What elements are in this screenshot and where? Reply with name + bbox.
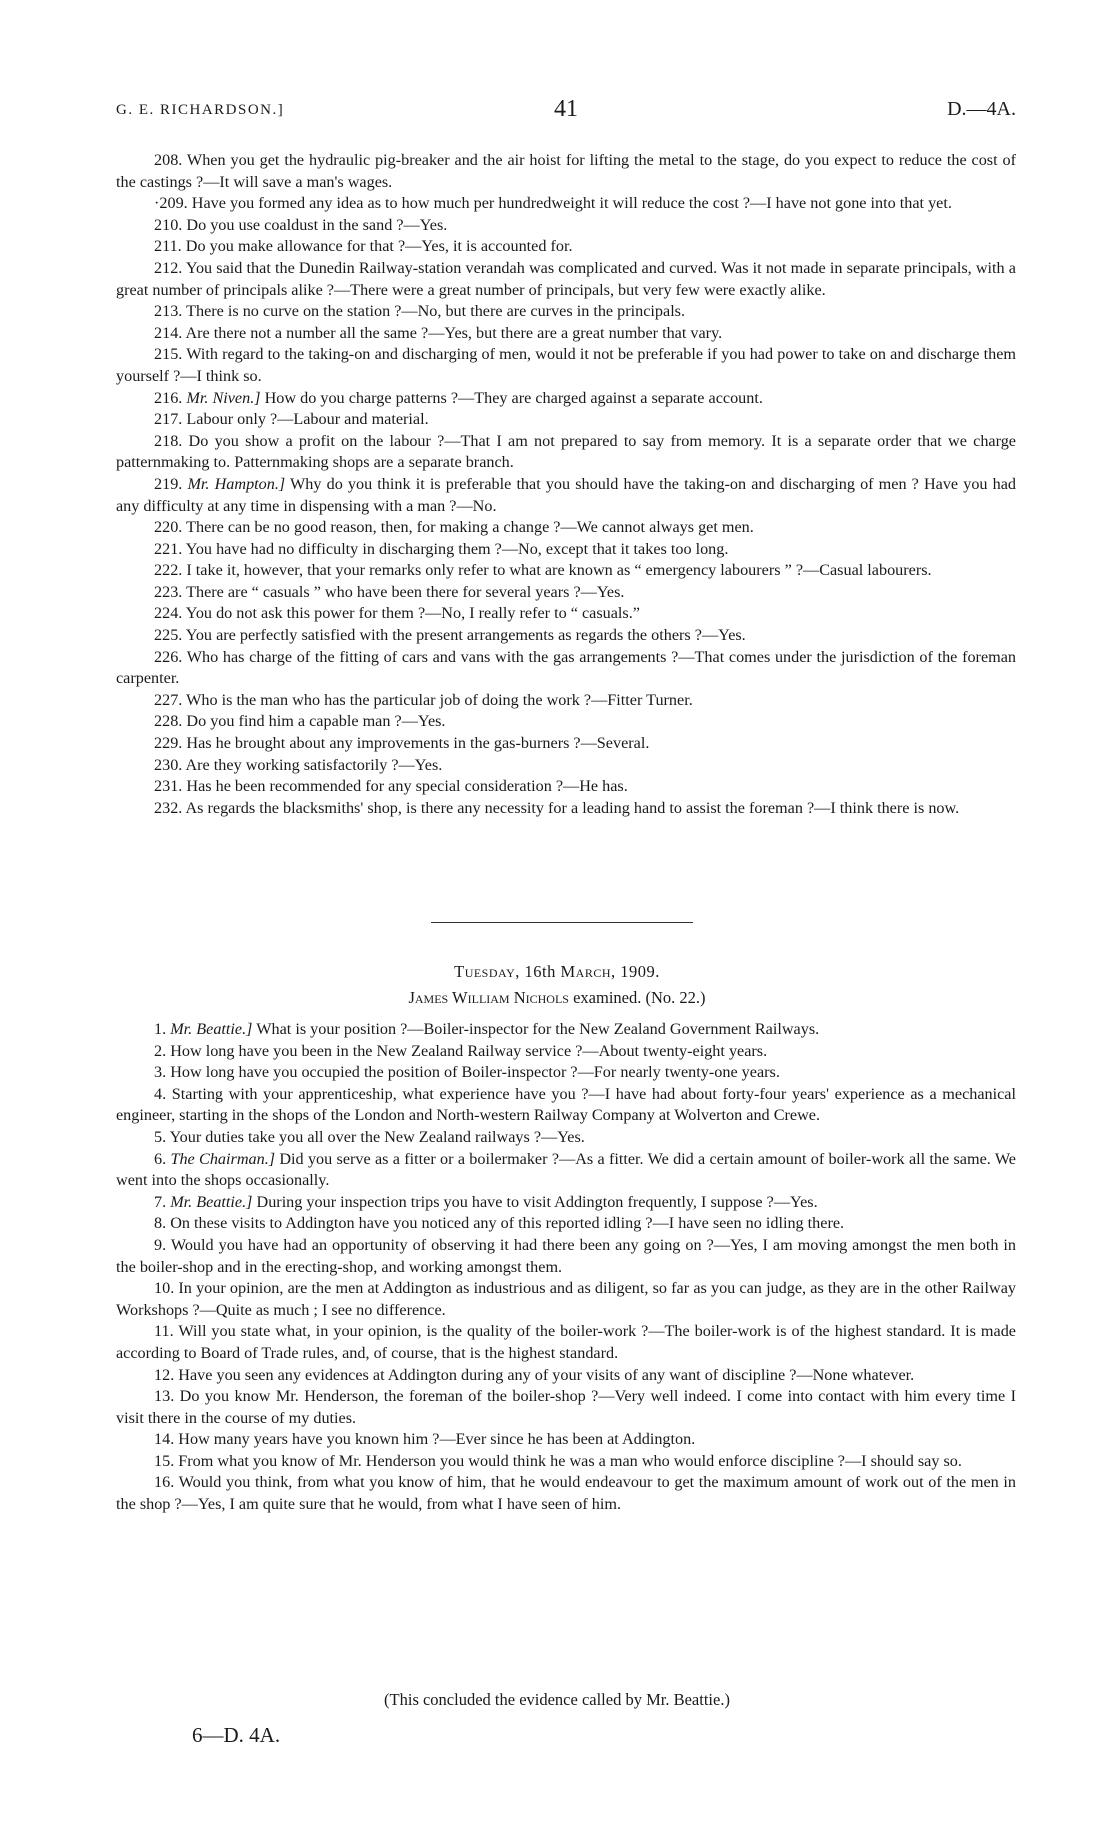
question-number: 8. — [154, 1214, 167, 1233]
question-answer-paragraph — [116, 625, 1016, 647]
question-answer-text: Has he brought about any improvements in the gas-burners ?—Several. — [182, 734, 650, 753]
question-number: 16. — [154, 1473, 175, 1492]
question-answer-paragraph — [116, 1192, 1016, 1214]
question-number: 221. — [154, 539, 183, 558]
question-number: 215. — [154, 345, 183, 364]
question-answer-text: Who is the man who has the particular job of doing the work ?—Fitter Turner. — [182, 690, 693, 709]
question-answer-text: How many years have you known him ?—Ever since he has been at Addington. — [174, 1430, 696, 1449]
question-answer-text: Do you use coaldust in the sand ?—Yes. — [182, 215, 448, 234]
question-number: 4. — [154, 1084, 167, 1103]
question-number: 11. — [154, 1322, 174, 1341]
question-answer-text: In your opinion, are the men at Addington as industrious and as diligent, so far as you can judge, as they are in the other Railway Workshops ?—Quite as much ; I see no difference. — [116, 1279, 1016, 1319]
session-date-rest: , 16th — [515, 962, 561, 981]
question-answer-text: You are perfectly satisfied with the present arrangements as regards the others ?—Yes. — [182, 626, 746, 645]
question-number: 217. — [154, 410, 183, 429]
evidence-section-nichols — [116, 1019, 1016, 1516]
question-answer-paragraph — [116, 1429, 1016, 1451]
witness-heading — [0, 988, 1114, 1008]
session-month: March — [560, 962, 611, 981]
question-answer-paragraph — [116, 798, 1016, 820]
question-answer-paragraph — [116, 1386, 1016, 1429]
question-answer-text: What is your position ?—Boiler-inspector for the New Zealand Government Railways. — [252, 1020, 820, 1038]
question-answer-paragraph — [116, 647, 1016, 690]
question-answer-paragraph — [116, 711, 1016, 733]
question-answer-paragraph — [116, 560, 1016, 582]
question-number: 6. — [154, 1149, 167, 1168]
question-answer-text: Do you make allowance for that ?—Yes, it is accounted for. — [181, 237, 573, 256]
question-number: 227. — [154, 690, 183, 709]
question-answer-paragraph — [116, 776, 1016, 798]
question-answer-paragraph — [116, 301, 1016, 323]
question-answer-paragraph — [116, 1084, 1016, 1127]
question-number: 9. — [154, 1235, 167, 1254]
question-number: 7. — [154, 1192, 167, 1211]
question-number: 216. — [154, 388, 183, 407]
question-answer-text: I take it, however, that your remarks only refer to what are known as “ emergency labourers ” ?—Casual labourers. — [182, 561, 932, 580]
question-number: 12. — [154, 1365, 175, 1384]
question-number: 229. — [154, 734, 183, 753]
question-answer-paragraph — [116, 388, 1016, 410]
header-document-code: D.—4A. — [947, 98, 1016, 120]
question-answer-paragraph — [116, 1041, 1016, 1063]
question-answer-text: Did you serve as a fitter or a boilermaker ?—As a fitter. We did a certain amount of boiler-work all the same. We went into the shops occasionally. — [116, 1149, 1016, 1190]
question-answer-paragraph — [116, 690, 1016, 712]
question-number: 213. — [154, 302, 183, 321]
question-answer-text: Have you formed any idea as to how much per hundredweight it will reduce the cost ?—I have not gone into that yet. — [187, 194, 952, 213]
speaker-name: Mr. Hampton.] — [182, 474, 286, 493]
question-answer-text: Your duties take you all over the New Zealand railways ?—Yes. — [166, 1127, 585, 1146]
question-answer-text: Would you have had an opportunity of observing it had there been any going on ?—Yes, I am moving amongst the men both in the boiler-shop and in the erecting-shop, and working amongst them. — [116, 1235, 1016, 1276]
question-answer-text: Would you think, from what you know of him, that he would endeavour to get the maximum amount of work out of the men in the shop ?—Yes, I am quite sure that he would, from what I have seen of him. — [116, 1473, 1016, 1514]
page-number: 41 — [554, 96, 578, 122]
question-number: 3. — [154, 1063, 167, 1082]
closing-note: (This concluded the evidence called by Mr. Beattie.) — [384, 1690, 730, 1709]
question-answer-text: From what you know of Mr. Henderson you would think he was a man who would enforce discipline ?—I should say so. — [174, 1451, 962, 1470]
question-answer-text: Will you state what, in your opinion, is the quality of the boiler-work ?—The boiler-work is of the highest standard. It is made according to Board of Trade rules, and, of course, that is the highest standard. — [116, 1322, 1016, 1362]
question-number: 214. — [154, 323, 183, 342]
question-answer-text: Do you show a profit on the labour ?—That I am not prepared to say from memory. It is a separate order that we charge patternmaking to. Patternmaking shops are a separate branch. — [116, 431, 1016, 472]
question-answer-paragraph — [116, 323, 1016, 345]
question-answer-text: Do you find him a capable man ?—Yes. — [182, 712, 446, 731]
question-number: 231. — [154, 777, 183, 796]
question-number: 225. — [154, 626, 183, 645]
question-answer-paragraph — [116, 344, 1016, 387]
question-answer-text: With regard to the taking-on and discharging of men, would it not be preferable if you had power to take on and discharge them yourself ?—I think so. — [116, 345, 1016, 385]
question-answer-paragraph — [116, 1062, 1016, 1084]
question-answer-paragraph — [116, 1278, 1016, 1321]
question-number: 223. — [154, 582, 183, 601]
question-answer-text: Are they working satisfactorily ?—Yes. — [182, 755, 443, 774]
header-witness-name: G. E. RICHARDSON.] — [116, 102, 285, 118]
witness-name: James William Nichols — [408, 988, 569, 1007]
question-answer-paragraph — [116, 603, 1016, 625]
question-answer-text: How do you charge patterns ?—They are charged against a separate account. — [260, 388, 763, 407]
question-answer-text: How long have you occupied the position of Boiler-inspector ?—For nearly twenty-one years. — [166, 1063, 780, 1082]
question-answer-text: Who has charge of the fitting of cars and vans with the gas arrangements ?—That comes under the jurisdiction of the foreman carpenter. — [116, 647, 1016, 688]
speaker-name: Mr. Niven.] — [182, 388, 261, 407]
question-answer-text: There are “ casuals ” who have been there for several years ?—Yes. — [182, 582, 625, 601]
question-answer-paragraph — [116, 1235, 1016, 1278]
question-number: 2. — [154, 1041, 167, 1060]
question-answer-text: How long have you been in the New Zealand Railway service ?—About twenty-eight years. — [166, 1041, 768, 1060]
question-number: 232. — [154, 798, 183, 817]
question-number: 224. — [154, 604, 183, 623]
session-date — [0, 962, 1114, 982]
question-answer-paragraph — [116, 1472, 1016, 1515]
question-answer-paragraph — [116, 215, 1016, 237]
speaker-name: Mr. Beattie.] — [166, 1192, 253, 1211]
question-answer-paragraph — [116, 539, 1016, 561]
question-answer-text: You have had no difficulty in discharging them ?—No, except that it takes too long. — [182, 539, 729, 558]
question-answer-paragraph — [116, 431, 1016, 474]
question-number: 219. — [154, 474, 183, 493]
question-answer-text: On these visits to Addington have you noticed any of this reported idling ?—I have seen no idling there. — [166, 1214, 845, 1233]
session-year: , 1909. — [611, 962, 660, 981]
question-number: 10. — [154, 1279, 175, 1298]
question-number: 230. — [154, 755, 183, 774]
question-answer-paragraph — [116, 755, 1016, 777]
evidence-section-richardson — [116, 150, 1016, 819]
question-number: 226. — [154, 647, 183, 666]
question-answer-paragraph — [116, 409, 1016, 431]
question-answer-text: Labour only ?—Labour and material. — [182, 410, 429, 429]
question-answer-paragraph — [116, 236, 1016, 258]
question-answer-paragraph — [116, 733, 1016, 755]
question-answer-text: You said that the Dunedin Railway-station verandah was complicated and curved. Was it not made in separate principals, with a great number of principals alike ?—There were a great number of principals, but very few were exactly alike. — [116, 258, 1016, 299]
signature-mark: 6—D. 4A. — [192, 1723, 281, 1747]
question-number: 14. — [154, 1430, 175, 1449]
question-answer-paragraph — [116, 582, 1016, 604]
session-day: Tuesday — [454, 962, 516, 981]
speaker-name: Mr. Beattie.] — [166, 1020, 253, 1038]
question-answer-text: As regards the blacksmiths' shop, is there any necessity for a leading hand to assist the foreman ?—I think there is now. — [182, 798, 960, 817]
question-answer-paragraph — [116, 1149, 1016, 1192]
question-number: 222. — [154, 561, 183, 580]
question-answer-text: Has he been recommended for any special consideration ?—He has. — [182, 777, 628, 796]
question-number: 228. — [154, 712, 183, 731]
question-answer-paragraph — [116, 1321, 1016, 1364]
page-header — [116, 96, 1016, 126]
question-number: ·209. — [154, 194, 188, 213]
question-number: 1. — [154, 1020, 167, 1038]
question-number: 218. — [154, 431, 183, 450]
question-number: 15. — [154, 1451, 175, 1470]
question-number: 220. — [154, 518, 183, 537]
question-answer-paragraph — [116, 474, 1016, 517]
question-answer-text: There can be no good reason, then, for making a change ?—We cannot always get men. — [182, 518, 754, 537]
question-answer-text: Are there not a number all the same ?—Yes, but there are a great number that vary. — [182, 323, 723, 342]
question-answer-text: Why do you think it is preferable that you should have the taking-on and discharging of men ? Have you had any difficulty at any time in dispensing with a man ?—No. — [116, 474, 1016, 515]
question-number: 5. — [154, 1127, 167, 1146]
question-number: 208. — [154, 151, 183, 169]
question-answer-paragraph — [116, 517, 1016, 539]
question-answer-paragraph — [116, 150, 1016, 193]
question-answer-text: During your inspection trips you have to visit Addington frequently, I suppose ?—Yes. — [252, 1192, 818, 1211]
question-number: 211. — [154, 237, 182, 256]
section-divider — [431, 922, 693, 923]
question-answer-paragraph — [116, 1019, 1016, 1041]
question-number: 13. — [154, 1387, 175, 1406]
question-answer-paragraph — [116, 1451, 1016, 1473]
question-answer-paragraph — [116, 258, 1016, 301]
question-answer-text: You do not ask this power for them ?—No, I really refer to “ casuals.” — [182, 604, 640, 623]
question-answer-paragraph — [116, 193, 1016, 215]
question-answer-text: When you get the hydraulic pig-breaker and the air hoist for lifting the metal to the stage, do you expect to reduce the cost of the castings ?—It will save a man's wages. — [116, 151, 1016, 191]
question-answer-paragraph — [116, 1127, 1016, 1149]
question-answer-paragraph — [116, 1213, 1016, 1235]
question-answer-text: There is no curve on the station ?—No, but there are curves in the principals. — [182, 302, 686, 321]
question-number: 210. — [154, 215, 183, 234]
witness-examined-note: examined. (No. 22.) — [568, 988, 706, 1007]
question-answer-text: Have you seen any evidences at Addington during any of your visits of any want of discipline ?—None whatever. — [174, 1365, 915, 1384]
question-answer-paragraph — [116, 1365, 1016, 1387]
question-number: 212. — [154, 258, 183, 277]
question-answer-text: Do you know Mr. Henderson, the foreman of the boiler-shop ?—Very well indeed. I come into contact with him every time I visit there in the course of my duties. — [116, 1387, 1016, 1427]
question-answer-text: Starting with your apprenticeship, what experience have you ?—I have had about forty-four years' experience as a mechanical engineer, starting in the shops of the London and North-western Railway Company at Wolverton and Crewe. — [116, 1084, 1016, 1125]
speaker-name: The Chairman.] — [166, 1149, 276, 1168]
